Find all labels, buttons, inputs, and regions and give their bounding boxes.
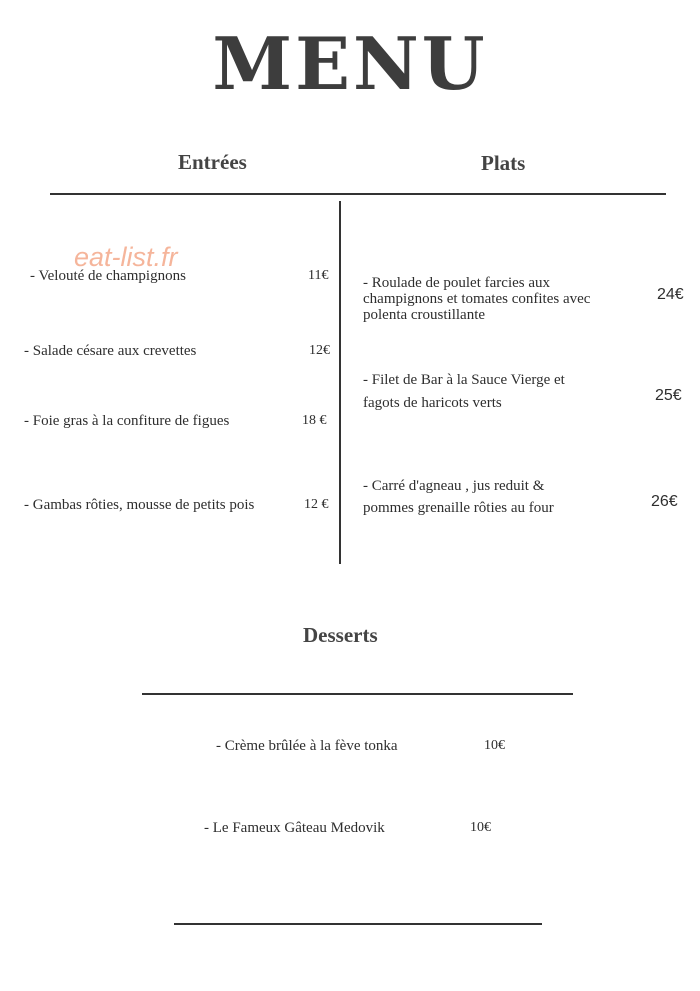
plat-price-2: 25€ xyxy=(655,387,682,404)
plat-item-2-line1: - Filet de Bar à la Sauce Vierge et xyxy=(363,372,565,388)
header-divider xyxy=(50,193,666,195)
plat-item-1-line3: polenta croustillante xyxy=(363,307,486,323)
plat-item-1-line1: - Roulade de poulet farcies aux xyxy=(363,275,551,291)
entree-price-4: 12 € xyxy=(304,497,329,512)
desserts-divider xyxy=(142,693,573,695)
entree-item-2: - Salade césare aux crevettes xyxy=(24,343,197,359)
column-divider xyxy=(339,201,341,564)
plat-item-2-line2: fagots de haricots verts xyxy=(363,395,502,411)
entrees-heading: Entrées xyxy=(178,150,247,174)
plat-price-3: 26€ xyxy=(651,493,678,510)
entree-item-3: - Foie gras à la confiture de figues xyxy=(24,413,230,429)
plat-price-1: 24€ xyxy=(657,286,684,303)
menu-title: MENU xyxy=(212,21,488,106)
desserts-heading: Desserts xyxy=(303,623,378,647)
plat-item-1-line2: champignons et tomates confites avec xyxy=(363,291,591,307)
entree-price-1: 11€ xyxy=(308,268,329,283)
entree-item-1: - Velouté de champignons xyxy=(30,268,186,284)
dessert-item-1: - Crème brûlée à la fève tonka xyxy=(216,738,398,754)
plat-item-3-line1: - Carré d'agneau , jus reduit & xyxy=(363,478,545,494)
watermark: eat-list.fr xyxy=(74,242,178,272)
entree-price-3: 18 € xyxy=(302,413,327,428)
entree-item-4: - Gambas rôties, mousse de petits pois xyxy=(24,497,255,513)
footer-divider xyxy=(174,923,542,925)
dessert-price-1: 10€ xyxy=(484,738,505,753)
dessert-item-2: - Le Fameux Gâteau Medovik xyxy=(204,820,385,836)
plat-item-3-line2: pommes grenaille rôties au four xyxy=(363,500,554,516)
dessert-price-2: 10€ xyxy=(470,820,491,835)
plats-heading: Plats xyxy=(481,151,526,175)
entree-price-2: 12€ xyxy=(309,343,330,358)
